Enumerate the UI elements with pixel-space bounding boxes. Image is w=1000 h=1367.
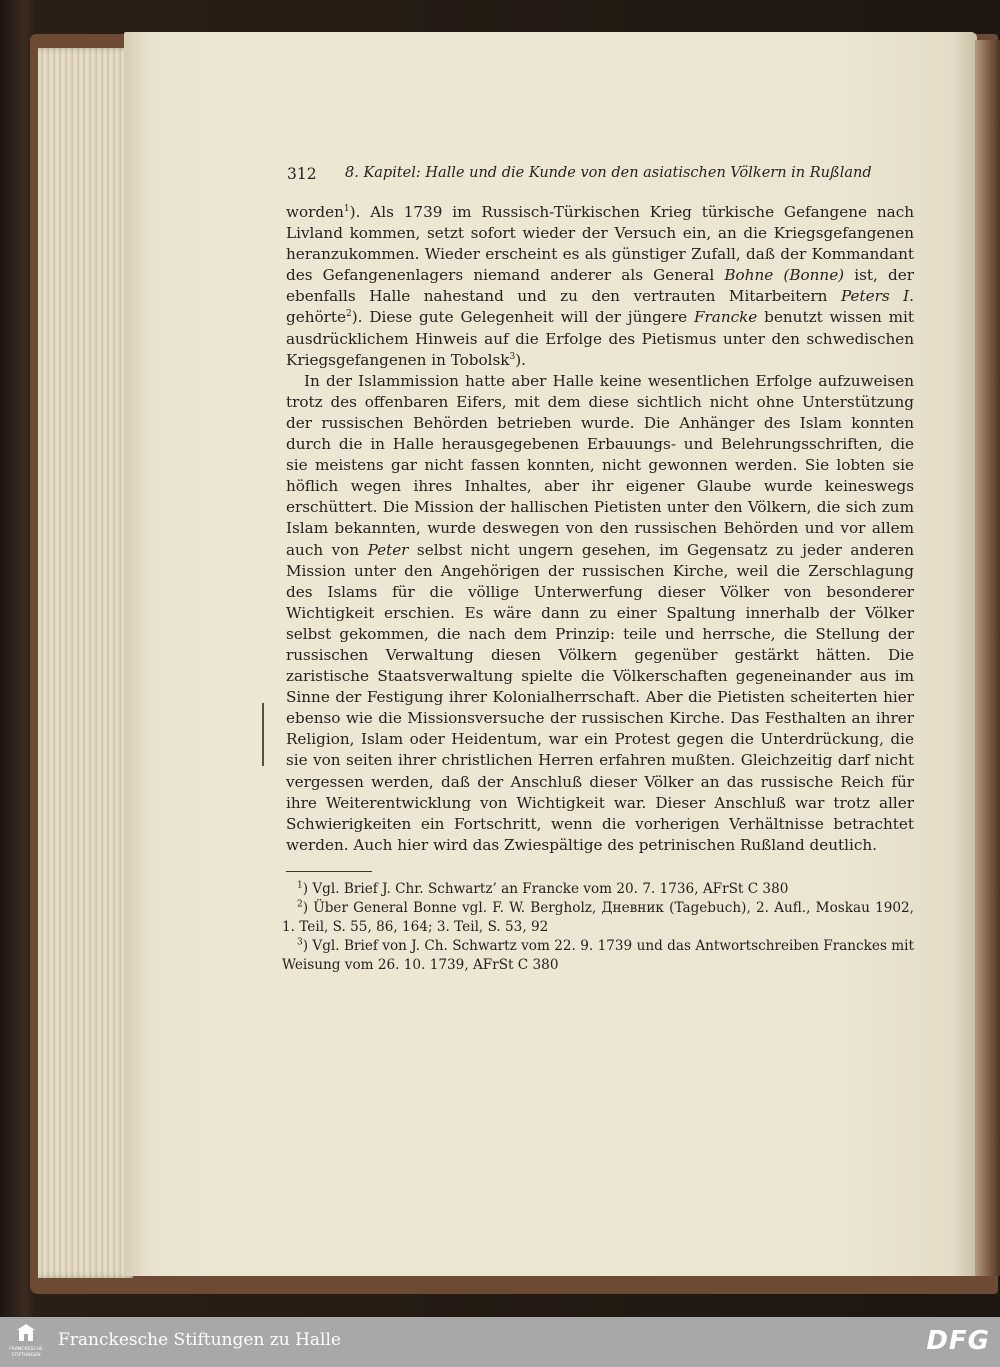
paragraph-2 [286, 371, 914, 856]
footnote-text: ) Vgl. Brief J. Chr. Schwartz’ an Francke vom 20. 7. 1736, AFrSt C 380 [302, 881, 789, 897]
italic-name: Peters I. [840, 287, 914, 306]
logo-text: FRANCKESCHE STIFTUNGEN [9, 1347, 43, 1358]
footnote-text: ) Über General Bonne vgl. F. W. Bergholz, Дневник (Tagebuch), 2. Aufl., Moskau 1902, 1. Teil, S. 55, 86, 164; 3. Teil, S. 53, 92 [282, 900, 914, 935]
footnote-ref-1: 1 [343, 203, 350, 214]
page-number: 312 [287, 165, 317, 183]
footnote-ref-2: 2 [346, 309, 352, 320]
footnote [282, 899, 914, 937]
viewer-footer-bar [0, 1317, 1000, 1367]
text-run: In der Islammission hatte aber Halle keine wesentlichen Erfolge aufzuweisen trotz des offenbaren Eifers, mit dem diese sichtlich nicht ohne Unterstützung der russischen Behörden betrieben wurde. Die Anhänger des Islam konnten durch die in Halle herausgegebenen Erbauungs- und Belehrungsschriften, die sie meistens gar nicht fassen konnten, nicht gewonnen werden. Sie lobten sie höflich wegen ihres Inhaltes, aber ihr eigener Glaube wurde keineswegs erschüttert. Die Mission der hallischen Pietisten unter den Völkern, die sich zum Islam bekannten, wurde deswegen von den russischen Behörden und vor allem auch von [286, 371, 914, 559]
running-title: 8. Kapitel: Halle und die Kunde von den asiatischen Völkern in Rußland [345, 165, 872, 181]
institution-name: Franckesche Stiftungen zu Halle [58, 1330, 341, 1350]
franckesche-stiftungen-logo-icon [6, 1323, 46, 1361]
text-run: ). Diese gute Gelegenheit will der jüngere [351, 308, 694, 327]
footnote-ref-3: 3 [509, 351, 516, 362]
text-run: ). [515, 350, 527, 369]
text-run: gehörte [286, 308, 346, 327]
footnote-mark: 3 [297, 937, 303, 948]
italic-name: Francke [693, 308, 758, 327]
page-stack-edge [38, 48, 133, 1278]
running-header [287, 165, 872, 187]
footnote [282, 937, 914, 975]
footnote [282, 880, 914, 899]
margin-pencil-mark [262, 703, 264, 766]
italic-name: Peter [367, 540, 409, 559]
dfg-logo: DFG [926, 1326, 990, 1356]
italic-name: Bohne (Bonne) [724, 266, 845, 285]
footnotes [282, 880, 914, 975]
footnote-text: ) Vgl. Brief von J. Ch. Schwartz vom 22. 9. 1739 und das Antwortschreiben Franckes mit Weisung vom 26. 10. 1739, AFrSt C 380 [282, 938, 914, 973]
text-run: selbst nicht ungern gesehen, im Gegensatz zu jeder anderen Mission unter den Angehörigen der russischen Kirche, weil die Zerschlagung des Islams für die völlige Unterwerfung dieser Völker von besonderer Wichtigkeit erschien. Es wäre dann zu einer Spaltung innerhalb der Völker selbst gekommen, die nach dem Prinzip: teile und herrsche, die Stellung der russischen Verwaltung diesen Völkern gegenüber gestärkt hätten. Die zaristische Staatsverwaltung spielte die Völkerschaften gegeneinander aus im Sinne der Festigung ihrer Kolonialherrschaft. Aber die Pietisten scheiterten hier ebenso wie die Missionsversuche der russischen Kirche. Das Festhalten an ihrer Religion, Islam oder Heidentum, war ein Protest gegen die Unterdrückung, die sie von seiten ihrer christlichen Herren erfahren mußten. Gleichzeitig darf nicht vergessen werden, daß der Anschluß dieser Völker an das russische Reich für ihre Weiterentwicklung von Wichtigkeit war. Dieser Anschluß war trotz aller Schwierigkeiten ein Fortschritt, wenn die vorherigen Verhältnisse betrachtet werden. Auch hier wird das Zwiespältige des petrinischen Rußland deutlich. [286, 540, 914, 854]
paragraph-1 [286, 202, 914, 371]
text-run: ). Als 1739 im Russisch-Türkischen Krieg türkische Gefangene nach Livland kommen, setzt sofort wieder der Versuch ein, an die Kriegsgefangenen heranzukommen. Wieder erscheint es als günstiger Zufall, daß der Kommandant des Gefangenenlagers niemand anderer als General [286, 203, 914, 285]
book-spine-edge [975, 40, 1000, 1276]
footnote-mark: 2 [297, 899, 303, 910]
footnote-rule [286, 871, 372, 872]
text-run: benutzt wissen mit ausdrücklichem Hinweis auf die Erfolge des Pietismus unter den schwedischen Kriegsgefangenen in Tobolsk [286, 308, 914, 369]
text-run: ist, der ebenfalls Halle nahestand und zu den vertrauten Mitarbeitern [286, 266, 914, 306]
footnote-mark: 1 [297, 880, 303, 891]
body-text [286, 202, 914, 856]
text-run: worden [286, 203, 344, 221]
